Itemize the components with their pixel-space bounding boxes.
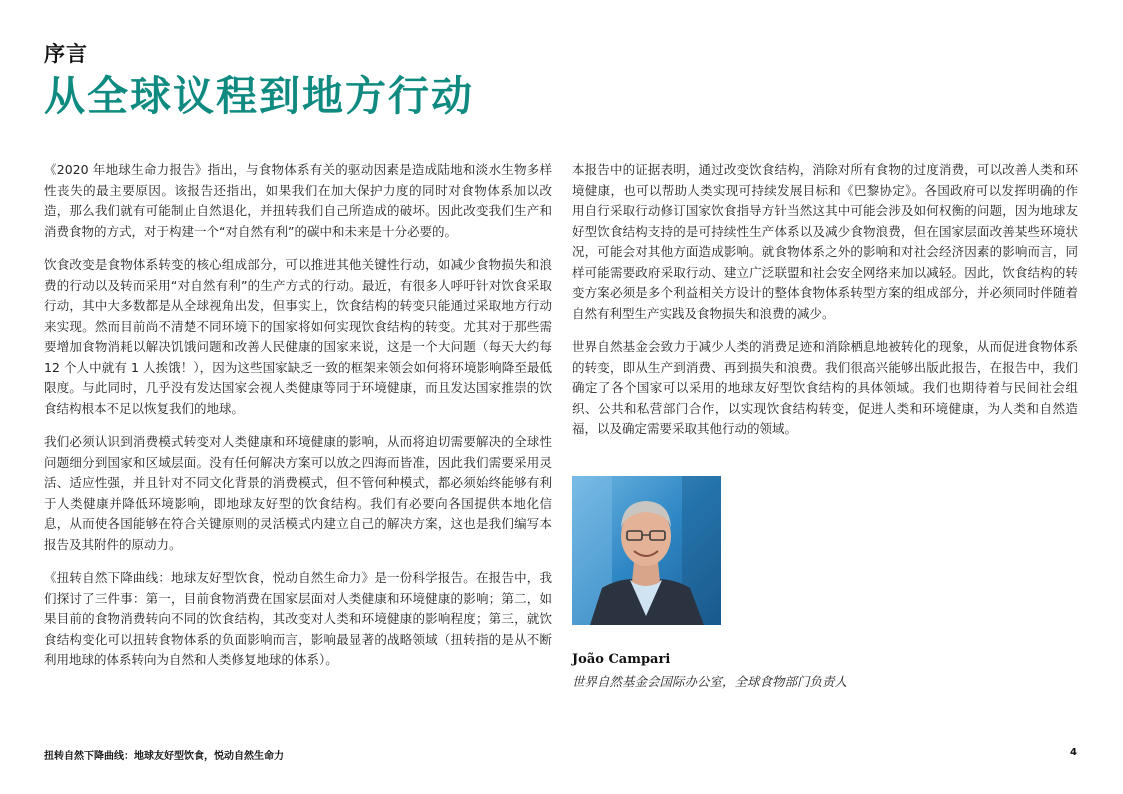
section-kicker: 序言 [44, 42, 88, 66]
footer-report-title: 扭转自然下降曲线：地球友好型饮食，悦动自然生命力 [44, 751, 284, 762]
author-portrait [572, 476, 721, 625]
author-title: 世界自然基金会国际办公室，全球食物部门负责人 [572, 674, 848, 689]
paragraph: 《扭转自然下降曲线：地球友好型饮食，悦动自然生命力》是一份科学报告。在报告中，我们探讨了三件事：第一，目前食物消费在国家层面对人类健康和环境健康的影响；第二，如果目前的食物消费转向不同的饮食结构，其改变对人类和环境健康的影响程度；第三，就饮食结构变化可以扭转食物体系的负面影响而言，影响最显著的战略领域（扭转指的是从不断利用地球的体系转向为自然和人类修复地球的体系）。 [44, 570, 552, 667]
paragraph: 世界自然基金会致力于减少人类的消费足迹和消除栖息地被转化的现象，从而促进食物体系的转变，即从生产到消费、再到损失和浪费。我们很高兴能够出版此报告，在报告中，我们确定了各个国家可以采用的地球友好型饮食结构的具体领域。我们也期待着与民间社会组织、公共和私营部门合作，以实现饮食结构转变，促进人类和环境健康，为人类和自然造福，以及确定需要采取其他行动的领域。 [572, 339, 1078, 436]
paragraph: 《2020 年地球生命力报告》指出，与食物体系有关的驱动因素是造成陆地和淡水生物多样性丧失的最主要原因。该报告还指出，如果我们在加大保护力度的同时对食物体系加以改造，那么我们就有可能制止自然退化，并扭转我们自己所造成的破坏。因此改变我们生产和消费食物的方式，对于构建一个“对自然有利”的碳中和未来是十分必要的。 [44, 162, 552, 239]
left-column [44, 160, 552, 684]
page-title: 从全球议程到地方行动 [44, 72, 474, 120]
right-column [572, 160, 1078, 453]
paragraph: 本报告中的证据表明，通过改变饮食结构，消除对所有食物的过度消费，可以改善人类和环境健康，也可以帮助人类实现可持续发展目标和《巴黎协定》。各国政府可以发挥明确的作用自行采取行动修订国家饮食指导方针当然这其中可能会涉及如何权衡的问题，因为地球友好型饮食结构支持的是可持续性生产体系以及减少食物浪费，但在国家层面改善某些环境状况，可能会对其他方面造成影响。就食物体系之外的影响和对社会经济因素的影响而言，同样可能需要政府采取行动、建立广泛联盟和社会安全网络来加以减轻。因此，饮食结构的转变方案必须是多个利益相关方设计的整体食物体系转型方案的组成部分，并必须同时伴随着自然有利型生产实践及食物损失和浪费的减少。 [572, 162, 1078, 321]
portrait-illustration [572, 476, 721, 625]
page-number: 4 [1070, 747, 1077, 758]
author-name: João Campari [572, 652, 671, 667]
paragraph: 饮食改变是食物体系转变的核心组成部分，可以推进其他关键性行动，如减少食物损失和浪费的行动以及转而采用“对自然有利”的生产方式的行动。最近，有很多人呼吁针对饮食采取行动，其中大多数都是从全球视角出发，但事实上，饮食结构的转变只能通过采取地方行动来实现。然而目前尚不清楚不同环境下的国家将如何实现饮食结构的转变。尤其对于那些需要增加食物消耗以解决饥饿问题和改善人民健康的国家来说，这是一个大问题（每天大约每 12 个人中就有 1 人挨饿！），因为这些国家缺乏一致的框架来领会如何将环境影响降至最低限度。与此同时，几乎没有发达国家会视人类健康等同于环境健康，而且发达国家推崇的饮食结构根本不足以恢复我们的地球。 [44, 257, 552, 416]
paragraph: 我们必须认识到消费模式转变对人类健康和环境健康的影响，从而将迫切需要解决的全球性问题细分到国家和区域层面。没有任何解决方案可以放之四海而皆准，因此我们需要采用灵活、适应性强，并且针对不同文化背景的消费模式，但不管何种模式，都必须始终能够有利于人类健康并降低环境影响，即地球友好型的饮食结构。我们有必要向各国提供本地化信息，从而使各国能够在符合关键原则的灵活模式内建立自己的解决方案，这也是我们编写本报告及其附件的原动力。 [44, 434, 552, 552]
